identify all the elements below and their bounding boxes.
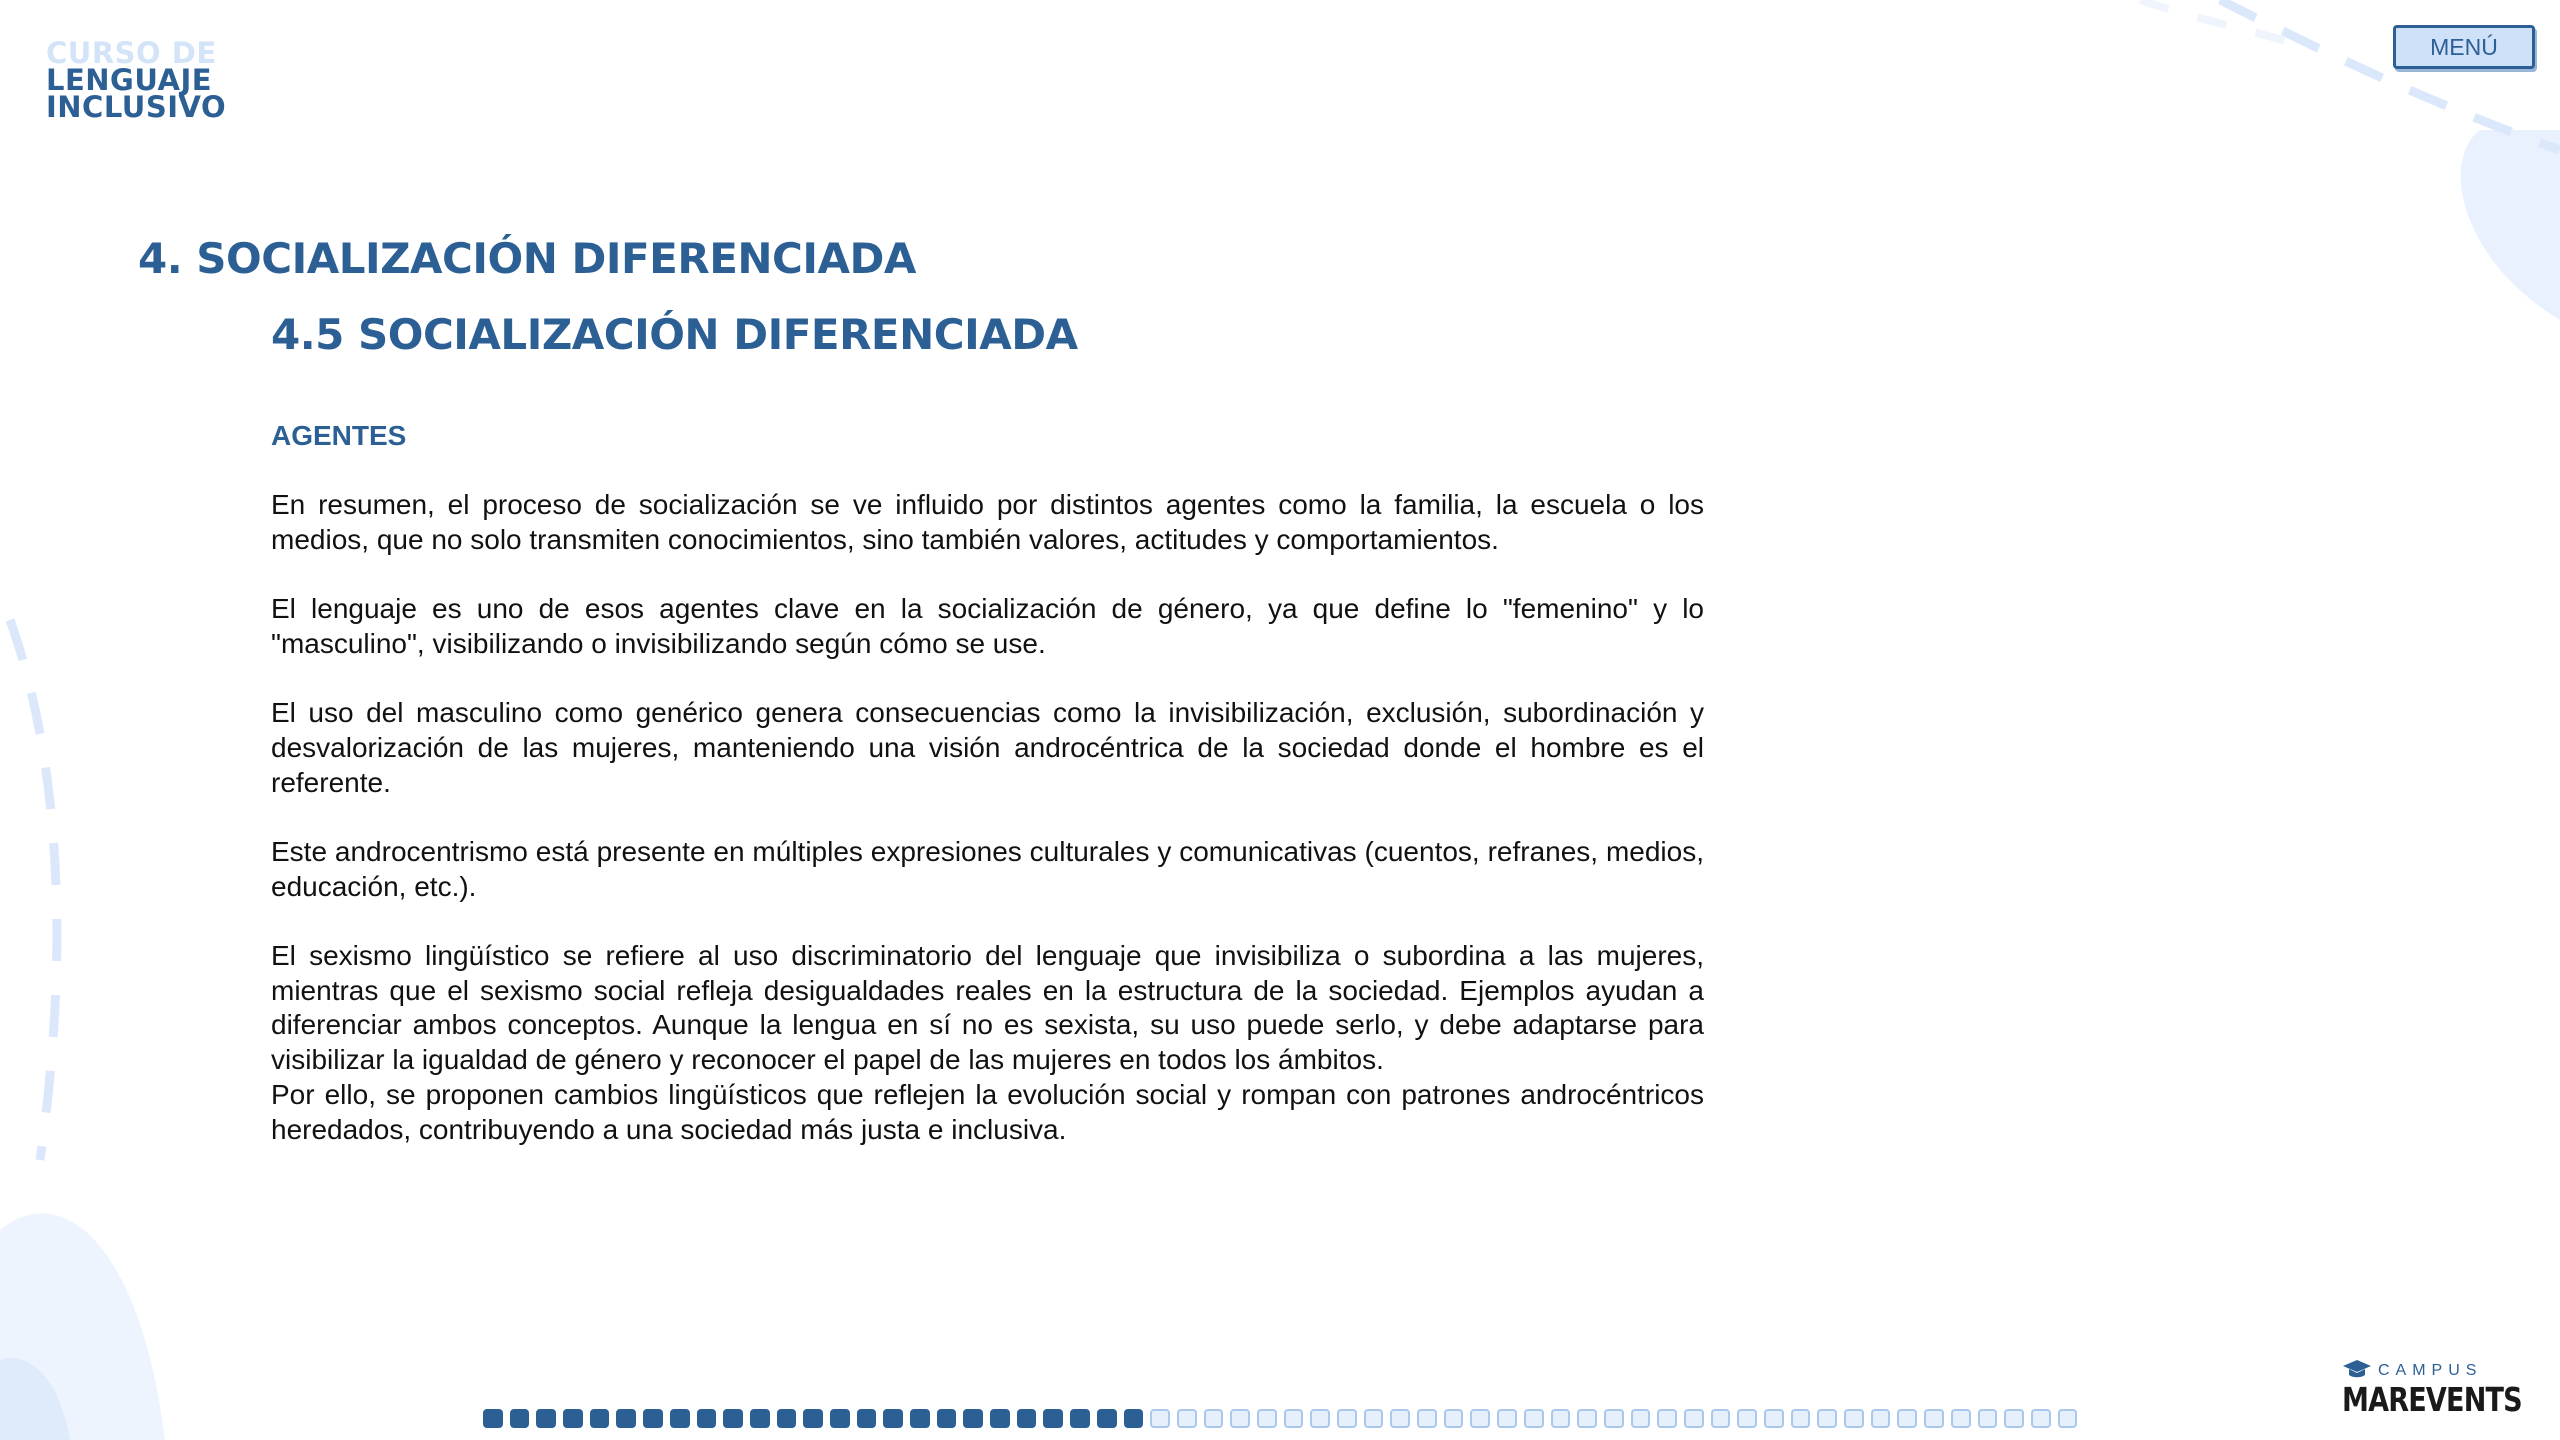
progress-step[interactable] [536,1409,556,1428]
progress-step[interactable] [1390,1409,1410,1428]
menu-button[interactable]: MENÚ [2393,25,2535,69]
progress-step[interactable] [1177,1409,1197,1428]
brand-campus-text: CAMPUS [2378,1362,2483,1379]
progress-step[interactable] [1097,1409,1117,1428]
progress-step[interactable] [883,1409,903,1428]
progress-step[interactable] [1070,1409,1090,1428]
progress-step[interactable] [1604,1409,1624,1428]
progress-step[interactable] [616,1409,636,1428]
progress-step[interactable] [2004,1409,2024,1428]
progress-step[interactable] [483,1409,503,1428]
progress-step[interactable] [1711,1409,1731,1428]
progress-step[interactable] [1791,1409,1811,1428]
progress-step[interactable] [1204,1409,1224,1428]
page-title: 4. SOCIALIZACIÓN DIFERENCIADA [138,234,916,283]
progress-step[interactable] [1897,1409,1917,1428]
progress-step[interactable] [1631,1409,1651,1428]
decor-bottom-left [0,1180,180,1440]
brand-name-text: MAREVENTS [2342,1380,2522,1419]
progress-step[interactable] [937,1409,957,1428]
progress-step[interactable] [2058,1409,2078,1428]
progress-step[interactable] [1043,1409,1063,1428]
progress-step[interactable] [910,1409,930,1428]
progress-step[interactable] [1337,1409,1357,1428]
page-subtitle: 4.5 SOCIALIZACIÓN DIFERENCIADA [271,310,1078,359]
progress-step[interactable] [830,1409,850,1428]
progress-step[interactable] [1230,1409,1250,1428]
progress-step[interactable] [723,1409,743,1428]
progress-step[interactable] [1017,1409,1037,1428]
progress-step[interactable] [963,1409,983,1428]
progress-step[interactable] [1444,1409,1464,1428]
progress-step[interactable] [1978,1409,1998,1428]
progress-step[interactable] [1844,1409,1864,1428]
progress-step[interactable] [1924,1409,1944,1428]
decor-left-arc [0,600,120,1200]
progress-step[interactable] [643,1409,663,1428]
campus-marevents-logo [2340,1358,2530,1418]
slide-progress-bar [483,1409,2077,1428]
progress-step[interactable] [563,1409,583,1428]
progress-step[interactable] [1364,1409,1384,1428]
content-body [271,488,1704,1147]
logo-line-3: INCLUSIVO [46,90,227,124]
progress-step[interactable] [857,1409,877,1428]
progress-step[interactable] [1764,1409,1784,1428]
progress-step[interactable] [1951,1409,1971,1428]
progress-step[interactable] [1150,1409,1170,1428]
progress-step[interactable] [510,1409,530,1428]
graduation-cap-icon [2342,1358,2372,1380]
progress-step[interactable] [1497,1409,1517,1428]
progress-step[interactable] [1124,1409,1144,1428]
progress-step[interactable] [777,1409,797,1428]
progress-step[interactable] [1470,1409,1490,1428]
progress-step[interactable] [1737,1409,1757,1428]
progress-step[interactable] [1577,1409,1597,1428]
logo-line-1: CURSO DE [46,36,217,70]
logo-line-2: LENGUAJE [46,63,213,97]
progress-step[interactable] [670,1409,690,1428]
paragraph-3: El uso del masculino como genérico genera consecuencias como la invisibilización, exclusión, subordinación y desvalorización de las mujeres, manteniendo una visión androcéntrica de la sociedad donde el hombre es el referente. [271,697,1704,798]
progress-step[interactable] [990,1409,1010,1428]
progress-step[interactable] [590,1409,610,1428]
progress-step[interactable] [1310,1409,1330,1428]
progress-step[interactable] [2031,1409,2051,1428]
paragraph-4: Este androcentrismo está presente en múltiples expresiones culturales y comunicativas (cuentos, refranes, medios, educación, etc.). [271,835,1704,902]
progress-step[interactable] [1551,1409,1571,1428]
progress-step[interactable] [750,1409,770,1428]
progress-step[interactable] [803,1409,823,1428]
progress-step[interactable] [1257,1409,1277,1428]
progress-step[interactable] [1871,1409,1891,1428]
paragraph-5: El sexismo lingüístico se refiere al uso discriminatorio del lenguaje que invisibiliza o subordina a las mujeres, mientras que el sexismo social refleja desigualdades reales en la estructura de la sociedad. Ejemplos ayudan a diferenciar ambos conceptos. Aunque la lengua en sí no es sexista, su uso puede serlo, y debe adaptarse para visibilizar la igualdad de género y reconocer el papel de las mujeres en todos los ámbitos. [271,940,1704,1076]
progress-step[interactable] [1284,1409,1304,1428]
progress-step[interactable] [1817,1409,1837,1428]
section-heading: AGENTES [271,420,407,451]
paragraph-1: En resumen, el proceso de socialización se ve influido por distintos agentes como la familia, la escuela o los medios, que no solo transmiten conocimientos, sino también valores, actitudes y comportamientos. [271,489,1704,555]
course-logo [46,36,227,124]
progress-step[interactable] [1524,1409,1544,1428]
paragraph-2: El lenguaje es uno de esos agentes clave en la socialización de género, ya que define lo "femenino" y lo "masculino", visibilizando o invisibilizando según cómo se use. [271,593,1704,659]
progress-step[interactable] [697,1409,717,1428]
progress-step[interactable] [1657,1409,1677,1428]
progress-step[interactable] [1684,1409,1704,1428]
progress-step[interactable] [1417,1409,1437,1428]
paragraph-6: Por ello, se proponen cambios lingüísticos que reflejen la evolución social y rompan con patrones androcéntricos heredados, contribuyendo a una sociedad más justa e inclusiva. [271,1078,1704,1145]
